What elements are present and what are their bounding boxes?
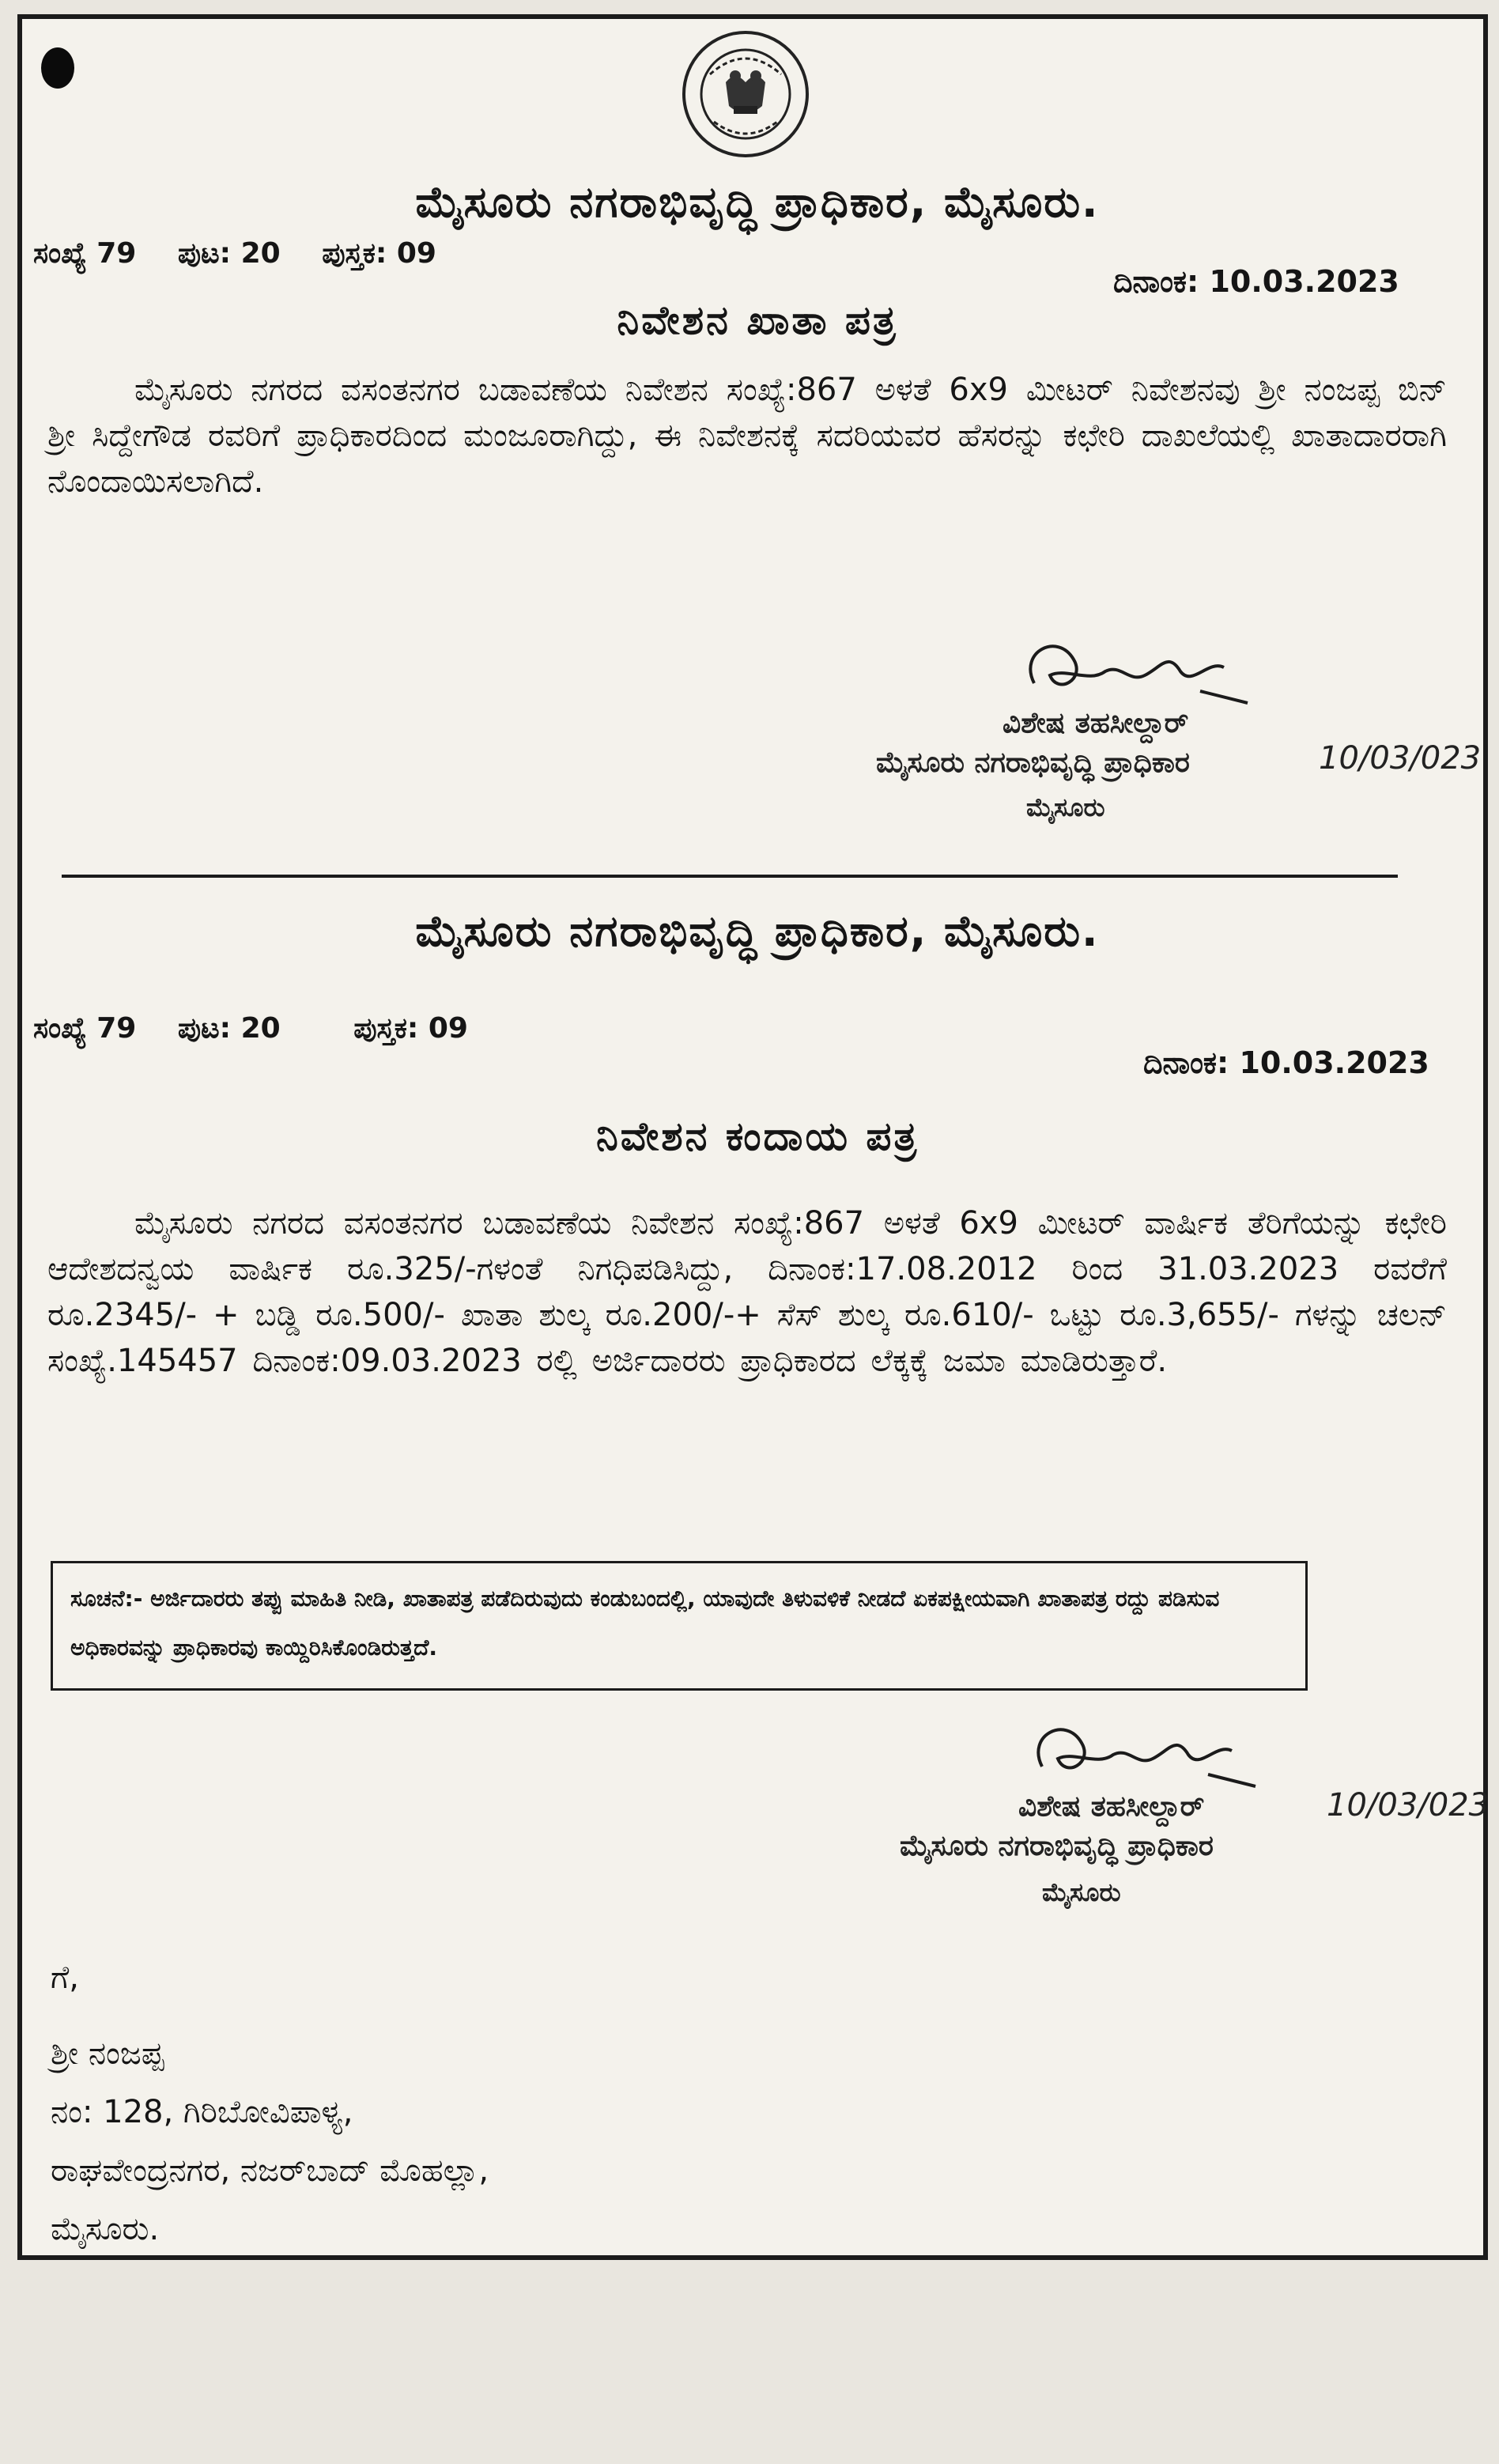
authority-seal-icon: [678, 27, 813, 161]
ref-number: ಸಂಖ್ಯೆ 79: [33, 237, 137, 270]
letter-date: ದಿನಾಂಕ: 10.03.2023: [1143, 1045, 1429, 1080]
signature-office: ಮೈಸೂರು ನಗರಾಭಿವೃದ್ಧಿ ಪ್ರಾಧಿಕಾರ: [900, 1830, 1214, 1862]
letter-body: ಮೈಸೂರು ನಗರದ ವಸಂತನಗರ ಬಡಾವಣೆಯ ನಿವೇಶನ ಸಂಖ್ಯೆ:867 ಅಳತೆ 6x9 ಮೀಟರ್ ವಾರ್ಷಿಕ ತೆರಿಗೆಯನ್ನು ಕಛೇರಿ ಆದೇಶದನ್ವಯ ವಾರ್ಷಿಕ ರೂ.325/-ಗಳಂತೆ ನಿಗಧಿಪಡಿಸಿದ್ದು, ದಿನಾಂಕ:17.08.2012 ರಿಂದ 31.03.2023 ರವರೆಗೆ ರೂ.2345/- + ಬಡ್ಡಿ ರೂ.500/- ಖಾತಾ ಶುಲ್ಕ ರೂ.200/-+ ಸೆಸ್ ಶುಲ್ಕ ರೂ.610/- ಒಟ್ಟು ರೂ.3,655/- ಗಳನ್ನು ಚಲನ್ ಸಂಖ್ಯೆ.145457 ದಿನಾಂಕ:09.03.2023 ರಲ್ಲಿ ಅರ್ಜಿದಾರರು ಪ್ರಾಧಿಕಾರದ ಲೆಕ್ಕಕ್ಕೆ ಜಮಾ ಮಾಡಿರುತ್ತಾರೆ.: [47, 1205, 1447, 1379]
ref-page: ಪುಟ: 20: [177, 1012, 281, 1045]
addressee-line2: ರಾಘವೇಂದ್ರನಗರ, ನಜರ್‌ಬಾದ್ ಮೊಹಲ್ಲಾ,: [51, 2152, 489, 2189]
addressee-line3: ಮೈಸೂರು.: [51, 2211, 160, 2247]
letter-body: ಮೈಸೂರು ನಗರದ ವಸಂತನಗರ ಬಡಾವಣೆಯ ನಿವೇಶನ ಸಂಖ್ಯೆ:867 ಅಳತೆ 6x9 ಮೀಟರ್ ನಿವೇಶನವು ಶ್ರೀ ನಂಜಪ್ಪ ಬಿನ್ ಶ್ರೀ ಸಿದ್ದೇಗೌಡ ರವರಿಗೆ ಪ್ರಾಧಿಕಾರದಿಂದ ಮಂಜೂರಾಗಿದ್ದು, ಈ ನಿವೇಶನಕ್ಕೆ ಸದರಿಯವರ ಹೆಸರನ್ನು ಕಛೇರಿ ದಾಖಲೆಯಲ್ಲಿ ಖಾತಾದಾರರಾಗಿ ನೊಂದಾಯಿಸಲಾಗಿದೆ.: [47, 372, 1447, 500]
ref-number: ಸಂಖ್ಯೆ 79: [33, 1012, 137, 1045]
letter-title: ನಿವೇಶನ ಕಂದಾಯ ಪತ್ರ: [595, 1113, 919, 1159]
addressee-name: ಶ್ರೀ ನಂಜಪ್ಪ: [51, 2035, 164, 2072]
letter-date: ದಿನಾಂಕ: 10.03.2023: [1113, 264, 1399, 299]
ref-book: ಪುಸ್ತಕ: 09: [353, 1012, 468, 1045]
addressee-line1: ನಂ: 128, ಗಿರಿಬೋವಿಪಾಳ್ಯ,: [51, 2094, 353, 2130]
signature-office: ಮೈಸೂರು ನಗರಾಭಿವೃದ್ಧಿ ಪ್ರಾಧಿಕಾರ: [876, 746, 1190, 779]
note-box: ಸೂಚನೆ:- ಅರ್ಜಿದಾರರು ತಪ್ಪು ಮಾಹಿತಿ ನೀಡಿ, ಖಾತಾಪತ್ರ ಪಡೆದಿರುವುದು ಕಂಡುಬಂದಲ್ಲಿ, ಯಾವುದೇ ತಿಳುವಳಿಕೆ ನೀಡದೆ ಏಕಪಕ್ಷೀಯವಾಗಿ ಖಾತಾಪತ್ರ ರದ್ದು ಪಡಿಸುವ ಅಧಿಕಾರವನ್ನು ಪ್ರಾಧಿಕಾರವು ಕಾಯ್ದಿರಿಸಿಕೊಂಡಿರುತ್ತದೆ.: [51, 1561, 1308, 1691]
signature-designation: ವಿಶೇಷ ತಹಸೀಲ್ದಾರ್: [1018, 1790, 1205, 1823]
addressee-to: ಗೆ,: [51, 1959, 79, 1996]
reference-line: [33, 1012, 500, 1045]
document-page: [17, 14, 1488, 2260]
letter-title: ನಿವೇಶನ ಖಾತಾ ಪತ್ರ: [617, 297, 898, 343]
signature-block: [900, 1711, 1499, 1948]
signature-place: ಮೈಸೂರು: [1042, 1877, 1121, 1907]
signature-handwritten-date: 10/03/023: [1319, 740, 1482, 777]
signature-place: ಮೈಸೂರು: [1026, 792, 1105, 822]
ref-book: ಪುಸ್ತಕ: 09: [322, 237, 436, 270]
punch-hole: [41, 47, 74, 89]
addressee-block: [51, 1948, 489, 2258]
signature-handwritten-date: 10/03/023: [1327, 1787, 1490, 1823]
section-divider: [62, 875, 1398, 878]
signature-designation: ವಿಶೇಷ ತಹಸೀಲ್ದಾರ್: [1002, 707, 1189, 739]
authority-heading: ಮೈಸೂರು ನಗರಾಭಿವೃದ್ಧಿ ಪ್ರಾಧಿಕಾರ, ಮೈಸೂರು.: [415, 906, 1100, 956]
reference-line: [33, 237, 468, 270]
authority-heading: ಮೈಸೂರು ನಗರಾಭಿವೃದ್ಧಿ ಪ್ರಾಧಿಕಾರ, ಮೈಸೂರು.: [415, 177, 1100, 227]
signature-block: [876, 628, 1482, 865]
ref-page: ಪುಟ: 20: [177, 237, 281, 270]
